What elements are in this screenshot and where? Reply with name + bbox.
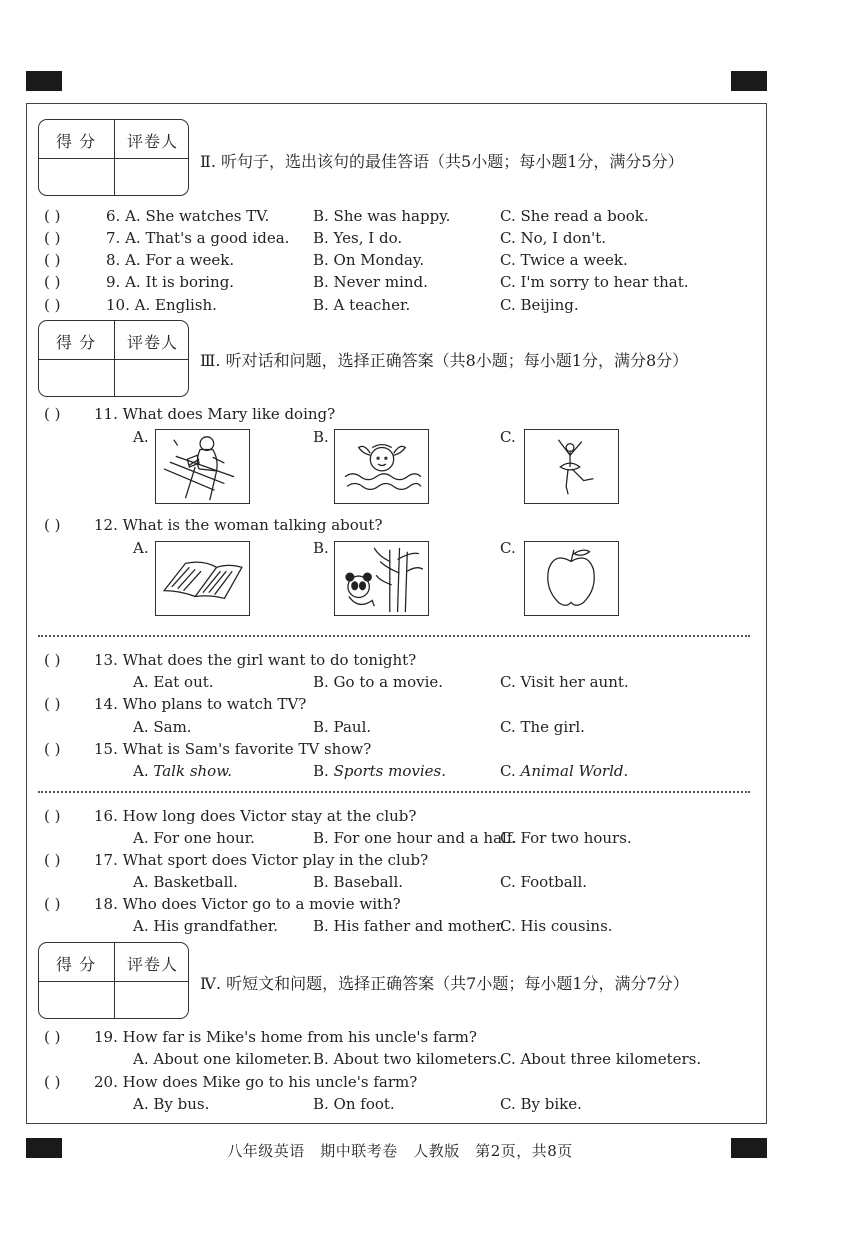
question-10-option-c: C. Beijing. bbox=[500, 296, 579, 314]
question-6-option-b: B. She was happy. bbox=[313, 207, 451, 225]
question-17-option-c: C. Football. bbox=[500, 873, 588, 891]
question-16-option-c: C. For two hours. bbox=[500, 829, 632, 847]
question-9-option-c: C. I'm sorry to hear that. bbox=[500, 273, 689, 291]
question-13-stem: 13. What does the girl want to do tonight? bbox=[94, 651, 417, 669]
panda-bamboo-picture bbox=[334, 541, 429, 616]
question-20-option-b: B. On foot. bbox=[313, 1095, 395, 1113]
question-11-stem: 11. What does Mary like doing? bbox=[94, 405, 336, 423]
answer-blank-10[interactable]: ( ) bbox=[44, 296, 61, 314]
question-18-option-c: C. His cousins. bbox=[500, 917, 613, 935]
corner-marker-top-right bbox=[731, 71, 767, 91]
score-label: 得 分 bbox=[56, 955, 97, 974]
answer-blank-14[interactable]: ( ) bbox=[44, 695, 61, 713]
question-8-option-b: B. On Monday. bbox=[313, 251, 425, 269]
question-7-option-c: C. No, I don't. bbox=[500, 229, 607, 247]
question-15-option-c: C. Animal World. bbox=[500, 762, 629, 780]
question-11-label-b: B. bbox=[313, 428, 329, 446]
question-16-stem: 16. How long does Victor stay at the club? bbox=[94, 807, 417, 825]
corner-marker-top-left bbox=[26, 71, 62, 91]
answer-blank-15[interactable]: ( ) bbox=[44, 740, 61, 758]
question-7-option-a: 7. A. That's a good idea. bbox=[106, 229, 290, 247]
question-12-stem: 12. What is the woman talking about? bbox=[94, 516, 383, 534]
question-20-stem: 20. How does Mike go to his uncle's farm? bbox=[94, 1073, 418, 1091]
question-14-option-a: A. Sam. bbox=[133, 718, 192, 736]
question-15-option-a: A. Talk show. bbox=[133, 762, 233, 780]
score-box-section-3 bbox=[38, 320, 189, 397]
score-label: 得 分 bbox=[56, 333, 97, 352]
question-17-option-b: B. Baseball. bbox=[313, 873, 404, 891]
question-13-option-c: C. Visit her aunt. bbox=[500, 673, 629, 691]
question-18-stem: 18. Who does Victor go to a movie with? bbox=[94, 895, 401, 913]
score-box-section-4 bbox=[38, 942, 189, 1019]
question-12-label-a: A. bbox=[133, 539, 149, 557]
question-13-option-a: A. Eat out. bbox=[133, 673, 214, 691]
question-11-label-a: A. bbox=[133, 428, 149, 446]
answer-blank-20[interactable]: ( ) bbox=[44, 1073, 61, 1091]
answer-blank-17[interactable]: ( ) bbox=[44, 851, 61, 869]
question-18-option-a: A. His grandfather. bbox=[133, 917, 279, 935]
score-label: 得 分 bbox=[56, 132, 97, 151]
question-17-stem: 17. What sport does Victor play in the club? bbox=[94, 851, 429, 869]
answer-blank-13[interactable]: ( ) bbox=[44, 651, 61, 669]
answer-blank-9[interactable]: ( ) bbox=[44, 273, 61, 291]
question-11-label-c: C. bbox=[500, 428, 516, 446]
answer-blank-12[interactable]: ( ) bbox=[44, 516, 61, 534]
question-8-option-a: 8. A. For a week. bbox=[106, 251, 235, 269]
answer-blank-16[interactable]: ( ) bbox=[44, 807, 61, 825]
section-4-title: Ⅳ. 听短文和问题，选择正确答案（共7小题；每小题1分，满分7分） bbox=[200, 974, 689, 993]
question-14-stem: 14. Who plans to watch TV? bbox=[94, 695, 307, 713]
person-reading-on-bench-picture bbox=[155, 429, 250, 504]
grader-label: 评卷人 bbox=[127, 955, 179, 974]
question-10-option-a: 10. A. English. bbox=[106, 296, 217, 314]
question-6-option-a: 6. A. She watches TV. bbox=[106, 207, 270, 225]
ballet-dancer-picture bbox=[524, 429, 619, 504]
page-footer: 八年级英语 期中联考卷 人教版 第2页，共8页 bbox=[227, 1142, 573, 1160]
question-6-option-c: C. She read a book. bbox=[500, 207, 649, 225]
question-7-option-b: B. Yes, I do. bbox=[313, 229, 403, 247]
section-divider bbox=[38, 635, 750, 637]
question-16-option-b: B. For one hour and a half. bbox=[313, 829, 517, 847]
question-15-option-b: B. Sports movies. bbox=[313, 762, 447, 780]
score-box-section-2 bbox=[38, 119, 189, 196]
question-15-stem: 15. What is Sam's favorite TV show? bbox=[94, 740, 372, 758]
grader-label: 评卷人 bbox=[127, 333, 179, 352]
answer-blank-11[interactable]: ( ) bbox=[44, 405, 61, 423]
question-16-option-a: A. For one hour. bbox=[133, 829, 255, 847]
question-20-option-c: C. By bike. bbox=[500, 1095, 582, 1113]
answer-blank-8[interactable]: ( ) bbox=[44, 251, 61, 269]
question-9-option-a: 9. A. It is boring. bbox=[106, 273, 235, 291]
question-20-option-a: A. By bus. bbox=[133, 1095, 210, 1113]
question-9-option-b: B. Never mind. bbox=[313, 273, 428, 291]
question-19-option-a: A. About one kilometer. bbox=[133, 1050, 312, 1068]
question-17-option-a: A. Basketball. bbox=[133, 873, 238, 891]
girl-swimming-picture bbox=[334, 429, 429, 504]
question-14-option-b: B. Paul. bbox=[313, 718, 372, 736]
section-3-title: Ⅲ. 听对话和问题，选择正确答案（共8小题；每小题1分，满分8分） bbox=[200, 351, 689, 370]
answer-blank-18[interactable]: ( ) bbox=[44, 895, 61, 913]
question-10-option-b: B. A teacher. bbox=[313, 296, 411, 314]
question-8-option-c: C. Twice a week. bbox=[500, 251, 628, 269]
question-12-label-c: C. bbox=[500, 539, 516, 557]
question-14-option-c: C. The girl. bbox=[500, 718, 585, 736]
answer-blank-6[interactable]: ( ) bbox=[44, 207, 61, 225]
open-book-picture bbox=[155, 541, 250, 616]
question-19-option-c: C. About three kilometers. bbox=[500, 1050, 702, 1068]
question-19-option-b: B. About two kilometers. bbox=[313, 1050, 502, 1068]
question-12-label-b: B. bbox=[313, 539, 329, 557]
answer-blank-19[interactable]: ( ) bbox=[44, 1028, 61, 1046]
answer-blank-7[interactable]: ( ) bbox=[44, 229, 61, 247]
grader-label: 评卷人 bbox=[127, 132, 179, 151]
apple-picture bbox=[524, 541, 619, 616]
question-13-option-b: B. Go to a movie. bbox=[313, 673, 444, 691]
question-18-option-b: B. His father and mother. bbox=[313, 917, 506, 935]
question-19-stem: 19. How far is Mike's home from his uncle's farm? bbox=[94, 1028, 477, 1046]
section-divider bbox=[38, 791, 750, 793]
section-2-title: Ⅱ. 听句子，选出该句的最佳答语（共5小题；每小题1分，满分5分） bbox=[200, 152, 684, 171]
